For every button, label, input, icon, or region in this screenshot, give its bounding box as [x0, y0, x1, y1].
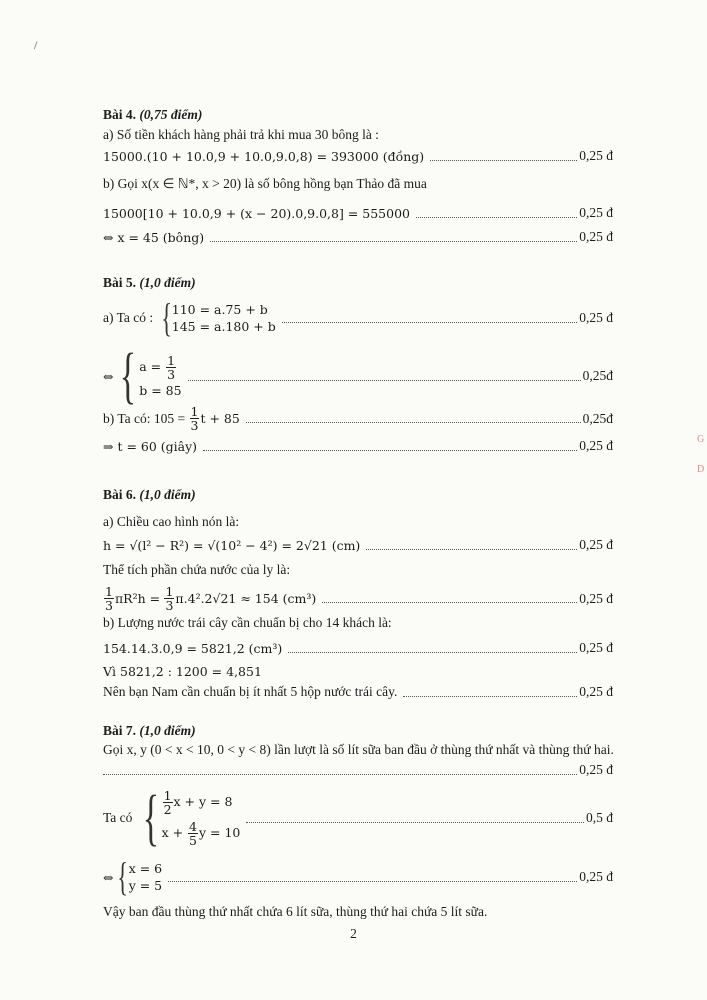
bai4-b-eq: [103, 205, 613, 221]
math: b) Ta có: 105 =: [103, 410, 186, 426]
brace: {: [120, 342, 137, 410]
text: Nên bạn Nam cần chuẩn bị ít nhất 5 hộp nước trái cây.: [103, 684, 398, 699]
stamp-edge-icon: [691, 380, 707, 500]
page-number: 2: [350, 926, 357, 941]
bai6-b-calc: [103, 640, 613, 656]
dot-leader: [403, 696, 577, 697]
math: 154.14.3.0,9 = 5821,2 (cm³): [103, 640, 283, 656]
score: 0,25 đ: [579, 640, 613, 655]
bai6-a-calc: [103, 537, 613, 553]
bai6-vol-intro: [103, 562, 613, 578]
scan-mark: [34, 41, 41, 50]
equation: 145 = a.180 + b: [171, 319, 276, 334]
bai5-points: (1,0 điểm): [139, 275, 196, 290]
bai6-title: Bài 6.: [103, 487, 137, 502]
bai5-a: [103, 295, 613, 340]
bai7-solution: [103, 854, 613, 899]
math: y = 10: [199, 825, 241, 840]
bai5-title: Bài 5.: [103, 275, 137, 290]
equation: b = 85: [139, 383, 182, 398]
bai6-a-intro: [103, 514, 613, 530]
brace: {: [142, 784, 159, 852]
equation: [162, 820, 241, 847]
bai7-points: (1,0 điểm): [139, 723, 196, 738]
num: 1: [190, 404, 199, 419]
dot-leader: [282, 322, 578, 323]
den: 3: [105, 598, 113, 613]
math: a =: [139, 359, 162, 374]
math: h = √(l² − R²) = √(10² − 4²) = 2√21 (cm): [103, 537, 361, 553]
bai5-heading: [103, 275, 613, 291]
num: 4: [189, 819, 197, 834]
equiv: ⇔: [103, 368, 114, 384]
score: 0,25 đ: [579, 537, 613, 552]
bai4-title: Bài 4.: [103, 107, 137, 122]
brace: {: [160, 295, 172, 340]
dot-leader: [322, 602, 577, 603]
bai6-since: [103, 664, 613, 679]
math: x + y = 8: [173, 794, 233, 809]
bai7-intro: [103, 742, 613, 758]
bai7-conclusion: [103, 904, 613, 920]
text: Vậy ban đầu thùng thứ nhất chứa 6 lít sữa, thùng thứ hai chứa 5 lít sữa.: [103, 904, 488, 919]
dot-leader: [246, 822, 584, 823]
text: Gọi x, y (0 < x < 10, 0 < y < 8) lần lượt là số lít sữa ban đầu ở thùng thứ nhất và thùng thứ hai.: [103, 742, 614, 757]
num: 1: [163, 788, 172, 803]
score: 0,25 đ: [579, 438, 613, 453]
dot-leader: [366, 549, 577, 550]
bai4-points: (0,75 điểm): [139, 107, 203, 122]
math: 15000.(10 + 10.0,9 + 10.0,9.0,8) = 393000 (đồng): [103, 148, 425, 164]
bai6-heading: [103, 487, 613, 503]
label: a) Ta có :: [103, 310, 154, 325]
den: 3: [190, 418, 199, 433]
dot-leader: [188, 380, 581, 381]
label: Ta có: [103, 810, 133, 825]
math: 15000[10 + 10.0,9 + (x − 20).0,9.0,8] = 555000: [103, 205, 410, 221]
equation-system: [157, 295, 276, 340]
bai7-title: Bài 7.: [103, 723, 137, 738]
equation-system: [113, 342, 182, 410]
bai5-b-result: [103, 438, 613, 454]
bai5-b: [103, 405, 613, 432]
text: b) Lượng nước trái cây cần chuẩn bị cho 14 khách là:: [103, 615, 392, 630]
fraction: [104, 585, 114, 612]
dot-leader: [168, 881, 577, 882]
bai4-b-intro: [103, 176, 613, 192]
score: 0,25 đ: [579, 148, 613, 163]
bai4-a-intro: [103, 127, 613, 143]
fraction: [164, 585, 174, 612]
num: 1: [105, 584, 113, 599]
math: ⇔ x = 45 (bông): [103, 229, 205, 245]
math: ⇒ t = 60 (giây): [103, 438, 198, 454]
bai4-b-result: [103, 229, 613, 245]
math: π.4².2√21 ≈ 154 (cm³): [175, 591, 317, 606]
bai7-system: [103, 784, 613, 852]
bai5-solution: [103, 342, 613, 410]
equation: x = 6: [128, 861, 163, 876]
score: 0,25 đ: [579, 684, 613, 699]
dot-leader: [416, 217, 577, 218]
equation: [139, 354, 181, 381]
dot-leader: [203, 450, 577, 451]
bai6-conclusion: [103, 684, 613, 700]
score: 0,5 đ: [586, 810, 613, 825]
dot-leader: [430, 160, 577, 161]
dot-leader: [246, 422, 581, 423]
bai7-heading: [103, 723, 613, 739]
text: Thể tích phần chứa nước của ly là:: [103, 562, 291, 577]
num: 1: [165, 584, 174, 599]
math: t + 85: [200, 411, 240, 426]
den: 5: [189, 833, 197, 848]
bai4-a-calc: [103, 148, 613, 164]
brace: {: [117, 854, 129, 899]
num: 1: [167, 353, 176, 368]
score: 0,25 đ: [579, 590, 613, 606]
text: a) Chiều cao hình nón là:: [103, 514, 240, 529]
score: 0,25 đ: [579, 762, 613, 777]
bai6-b-intro: [103, 615, 613, 631]
equation-system: [136, 784, 241, 852]
score: 0,25 đ: [579, 869, 613, 884]
score: 0,25 đ: [579, 229, 613, 244]
equation: 110 = a.75 + b: [171, 302, 268, 317]
text: a) Số tiền khách hàng phải trả khi mua 30 bông là :: [103, 127, 379, 142]
equation-system: [113, 854, 163, 899]
equation: [162, 789, 241, 816]
bai4-heading: [103, 107, 613, 123]
score: 0,25 đ: [579, 205, 613, 220]
svg-text:D: D: [697, 464, 705, 475]
den: 3: [167, 367, 176, 382]
svg-text:G: G: [697, 434, 705, 445]
math: x +: [161, 825, 184, 840]
equiv: ⇔: [103, 869, 114, 885]
den: 3: [165, 598, 174, 613]
bai6-vol-calc: [103, 585, 613, 612]
fraction: [190, 405, 200, 432]
score: 0,25 đ: [579, 310, 613, 325]
score: 0,25đ: [582, 410, 613, 426]
bai6-points: (1,0 điểm): [139, 487, 196, 502]
den: 2: [163, 802, 172, 817]
bai7-intro-score-line: [103, 762, 613, 778]
red-stamp-fragment: [691, 380, 707, 500]
math: πR²h =: [114, 591, 161, 606]
dot-leader: [103, 774, 577, 775]
score: 0,25đ: [582, 368, 613, 383]
text: b) Gọi x(x ∈ ℕ*, x > 20) là số bông hồng bạn Thảo đã mua: [103, 176, 427, 191]
math: Vì 5821,2 : 1200 = 4,851: [103, 664, 262, 679]
dot-leader: [288, 652, 577, 653]
dot-leader: [210, 241, 577, 242]
equation: y = 5: [128, 878, 163, 893]
